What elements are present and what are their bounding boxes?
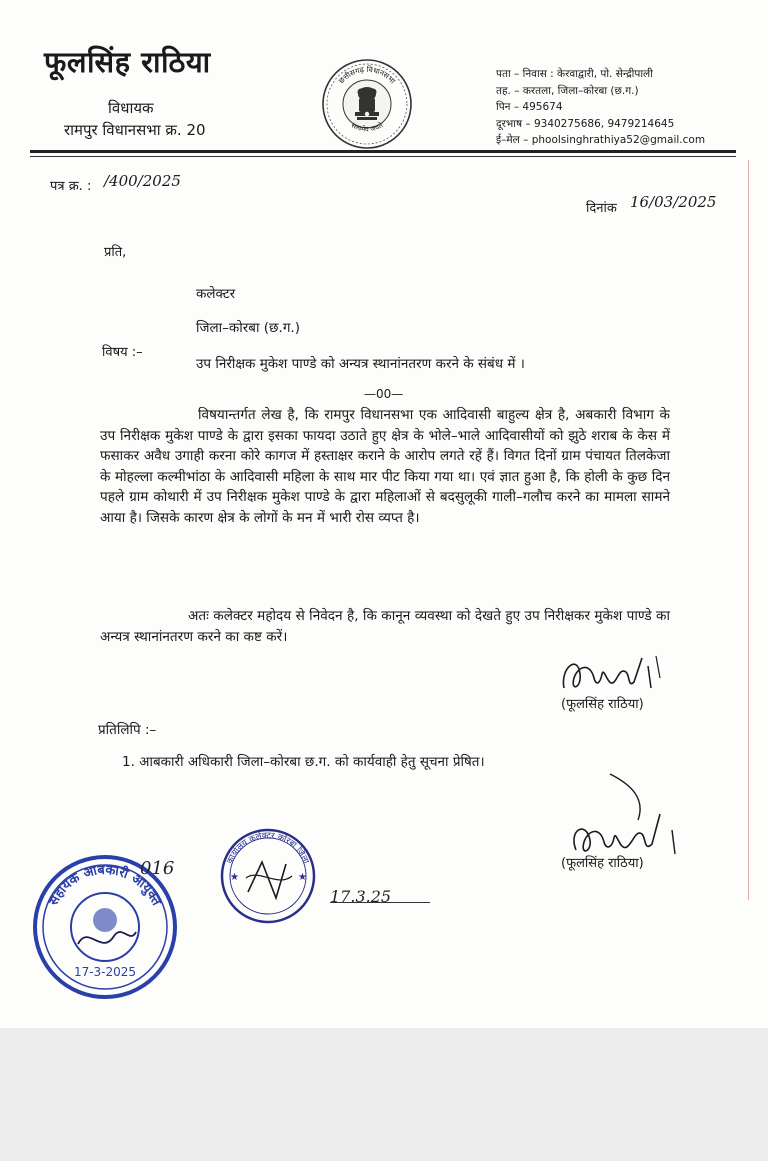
address-line: दूरभाष – 9340275686, 9479214645: [496, 117, 675, 130]
address-line: ई–मेल – phoolsinghrathiya52@gmail.com: [496, 134, 706, 147]
letterhead-designation: विधायक: [108, 99, 154, 117]
svg-text:★: ★: [230, 872, 239, 883]
date-label: दिनांक: [586, 201, 617, 216]
address-line: पता – निवास : केरवाद्वारी, पो. सेन्द्रीपाली: [496, 68, 653, 80]
ashoka-emblem-icon: [321, 58, 413, 150]
date-value: 16/03/2025: [630, 193, 717, 211]
signature-image-2: [560, 770, 690, 865]
signature-image: [556, 648, 666, 700]
recipient-prefix: प्रति,: [104, 245, 127, 260]
signer-name-2: (फूलसिंह राठिया): [561, 856, 644, 871]
seal-number: 016: [140, 858, 175, 879]
separator: —00—: [364, 387, 404, 401]
subject-label: विषय :–: [102, 345, 143, 360]
body-paragraph-2: अतः कलेक्टर महोदय से निवेदन है, कि कानून व्यवस्था को देखते हुए उप निरीक्षकर मुकेश पाण्डे का अन्यत्र स्थानांनतरण करने का कष्ट करें।: [100, 608, 670, 645]
seal-date-2: 17.3.25: [330, 887, 392, 906]
letterhead-constituency: रामपुर विधानसभा क्र. 20: [64, 121, 206, 139]
address-line: पिन – 495674: [496, 101, 563, 114]
svg-text:★: ★: [298, 872, 307, 883]
seal-ring-text: सहायक आबकारी आयुक्त: [46, 862, 164, 909]
svg-text:कार्यालय कलेक्टर कोरबा जिला: [225, 831, 311, 867]
copy-item: 1. आबकारी अधिकारी जिला–कोरबा छ.ग. को कार्यवाही हेतु सूचना प्रेषित।: [122, 754, 485, 770]
emblem-top-text: छत्तीसगढ़ विधानसभा: [336, 64, 398, 86]
reference-label: पत्र क्र. :: [50, 179, 92, 194]
signer-name: (फूलसिंह राठिया): [561, 697, 644, 712]
emblem-bottom-text: सत्यमेव जयते: [349, 121, 385, 134]
seal-date: 17-3-2025: [73, 965, 137, 979]
letterhead-divider: [30, 150, 736, 153]
letterhead-divider-thin: [30, 156, 736, 157]
seal-ring-text-2: कार्यालय कलेक्टर कोरबा जिला: [225, 830, 311, 866]
copy-label: प्रतिलिपि :–: [98, 722, 157, 738]
seal-date-underline: [330, 902, 430, 903]
page-edge-line: [748, 160, 749, 900]
office-seal-icon: [218, 818, 318, 933]
letterhead-name: फूलसिंह राठिया: [44, 45, 211, 79]
letterhead-address: [496, 66, 705, 149]
recipient-title: कलेक्टर: [196, 286, 236, 302]
reference-number: /400/2025: [104, 172, 181, 190]
subject-text: उप निरीक्षक मुकेश पाण्डे को अन्यत्र स्थानांनतरण करने के संबंध में ।: [196, 356, 525, 372]
body-paragraph-1: विषयान्तर्गत लेख है, कि रामपुर विधानसभा एक आदिवासी बाहुल्य क्षेत्र है, अबकारी विभाग के उप निरीक्षक मुकेश पाण्डे के द्वारा इसका फायदा उठाते हुए क्षेत्र के भोले–भाले आदिवासीयों को झुठे शराब के केस में फसाकर अवैध उगाही करना कोरे कागज में हस्ताक्षर कराने के आरोप लगते रहें हैं। विगत दिनों ग्राम पंचायत तिलकेजा के मोहल्ला कल्मीभांठा के आदिवासी महिला के साथ मार पीट किया गया था। एवं ज्ञात हुआ है, कि होली के कुछ दिन पहले ग्राम कोथारी में उप निरीक्षक मुकेश पाण्डे के द्वारा महिलाओं से बदसुलूकी गाली–गलौच करने का मामला सामने आया है। जिसके कारण क्षेत्र के लोगों के मन में भारी रोस व्यप्त है।: [100, 407, 670, 526]
address-line: तह. – करतला, जिला–कोरबा (छ.ग.): [496, 84, 639, 97]
recipient-district: जिला–कोरबा (छ.ग.): [196, 320, 300, 336]
